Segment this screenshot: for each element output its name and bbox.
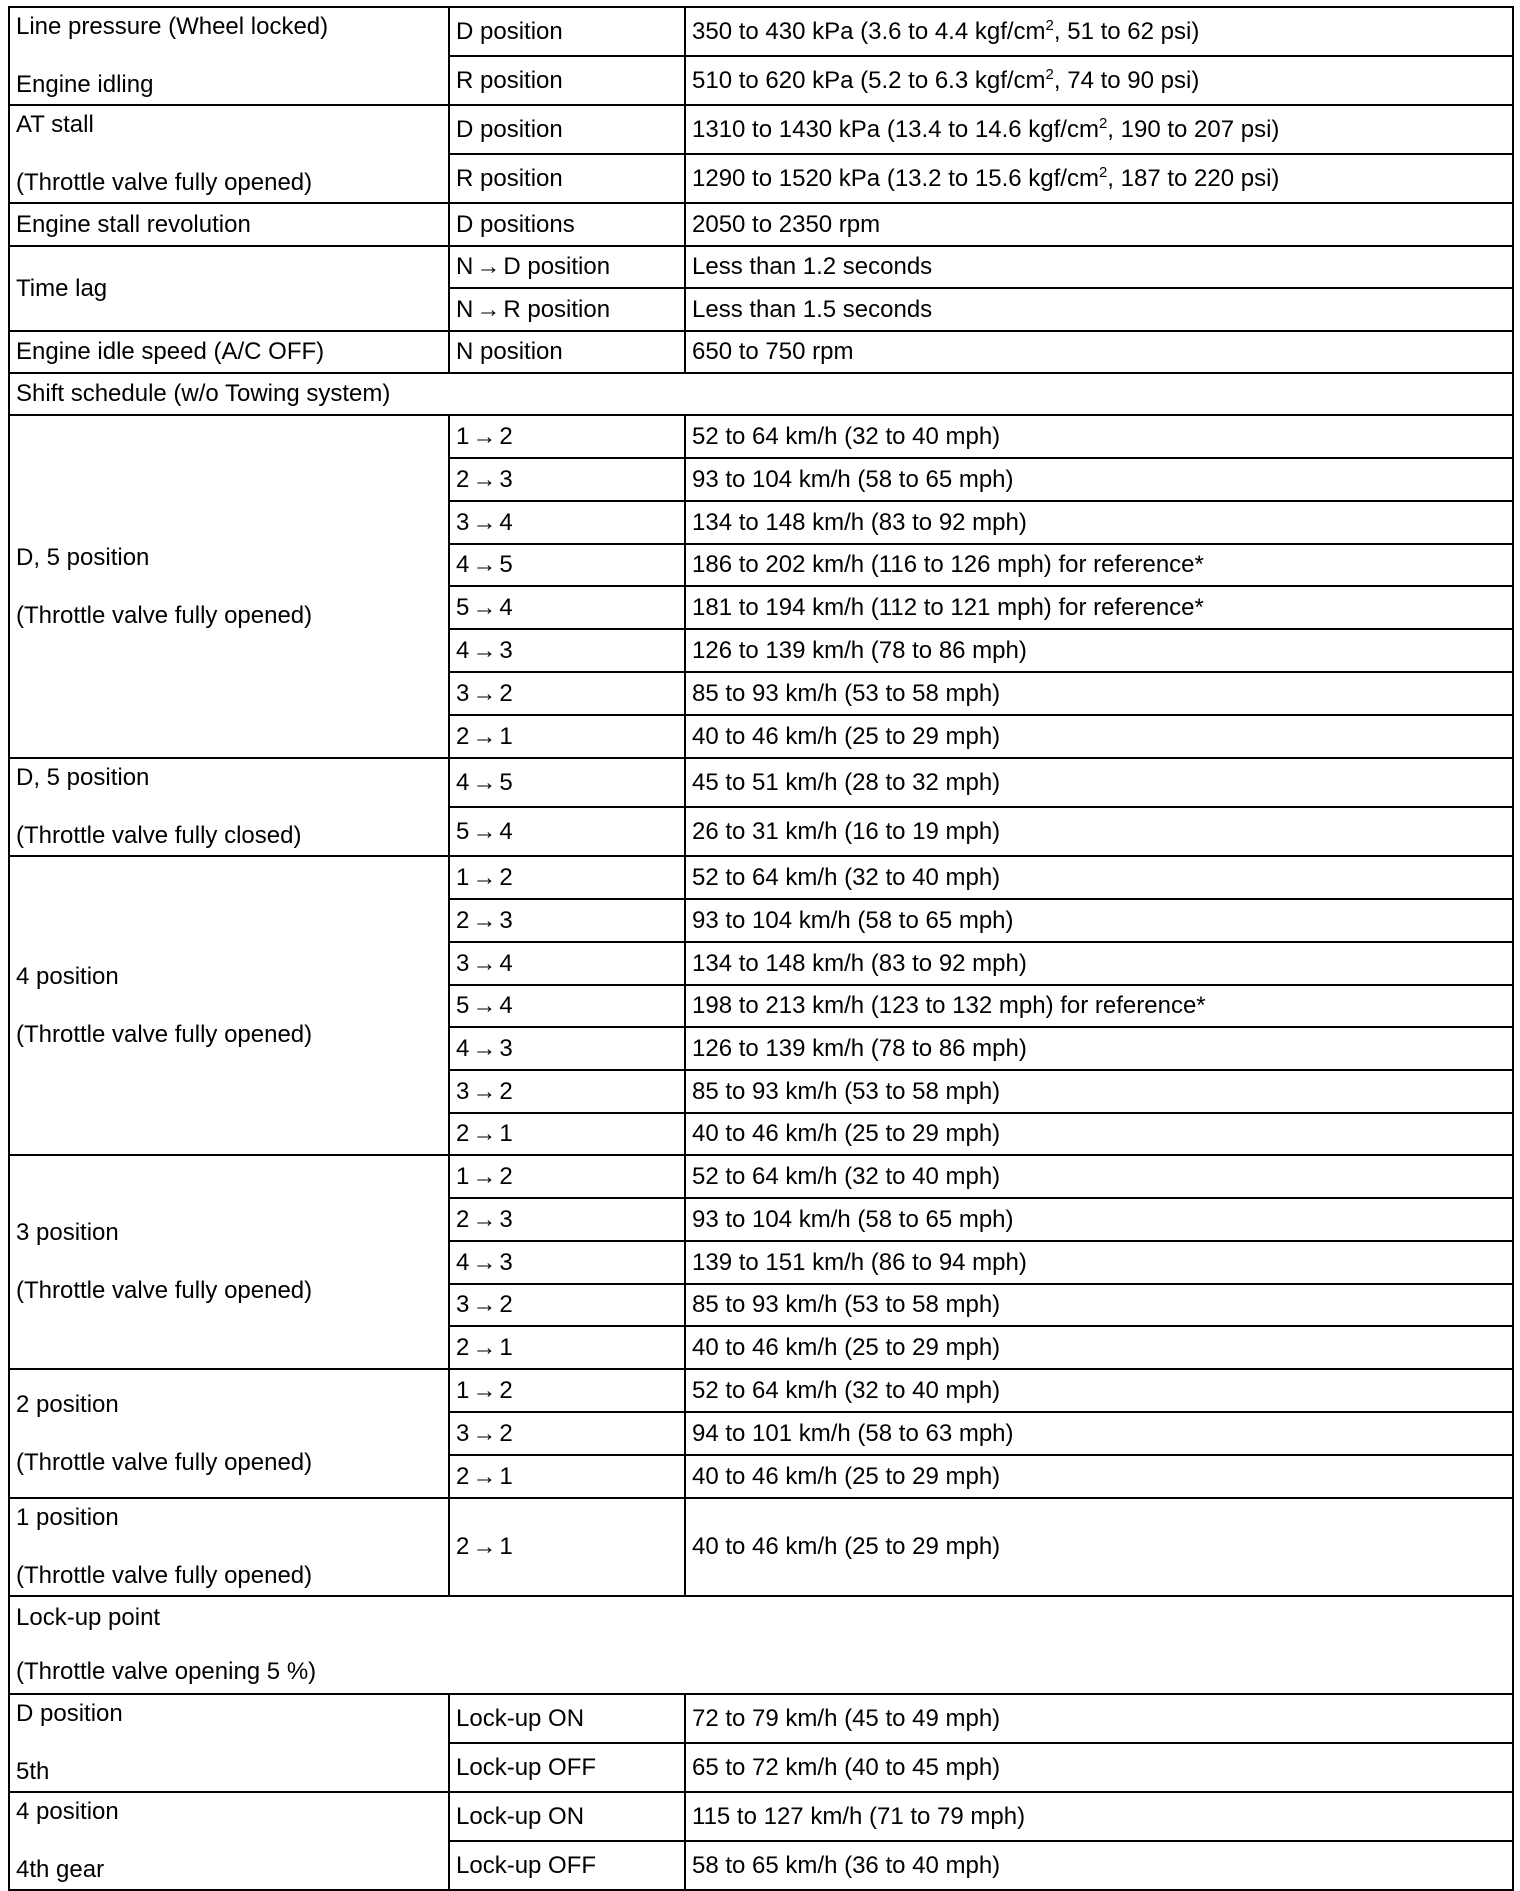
section-row [9, 373, 1513, 415]
condition-to: 2 [499, 1419, 513, 1447]
value-superscript: 2 [1045, 65, 1054, 83]
condition-from: 3 [456, 1291, 470, 1319]
condition-cell [449, 154, 685, 203]
value-cell [685, 1369, 1513, 1412]
condition-cell [449, 1155, 685, 1198]
value-cell [685, 1241, 1513, 1284]
condition-from: 5 [456, 593, 470, 621]
section-row [9, 1596, 1513, 1694]
condition-from: 2 [456, 465, 470, 493]
condition-to: 4 [499, 508, 513, 536]
value-cell [685, 288, 1513, 331]
condition-to: 2 [499, 863, 513, 891]
value-text: 93 to 104 km/h (58 to 65 mph) [692, 906, 1014, 934]
value-cell [685, 1743, 1513, 1792]
condition-text: D position [456, 17, 563, 45]
value-cell [685, 1841, 1513, 1890]
value-cell [685, 154, 1513, 203]
condition-cell [449, 899, 685, 942]
value-cell [685, 758, 1513, 807]
condition-from: 2 [456, 1205, 470, 1233]
item-label-line: AT stall [16, 111, 94, 139]
condition-cell [449, 1694, 685, 1743]
item-label [9, 856, 449, 1155]
condition-cell [449, 1498, 685, 1596]
right-arrow-icon: → [472, 636, 497, 664]
item-label [9, 758, 449, 856]
value-cell [685, 807, 1513, 856]
value-text: 115 to 127 km/h (71 to 79 mph) [692, 1802, 1026, 1830]
value-cell [685, 1326, 1513, 1369]
condition-to: 5 [499, 551, 513, 579]
condition-to: 3 [499, 1248, 513, 1276]
condition-from: 2 [456, 1333, 470, 1361]
right-arrow-icon: → [472, 1162, 497, 1190]
table-row [9, 1155, 1513, 1198]
condition-to: 3 [499, 465, 513, 493]
condition-cell [449, 758, 685, 807]
condition-cell [449, 331, 685, 373]
condition-text: R position [456, 164, 563, 192]
condition-from: 2 [456, 722, 470, 750]
item-label-line: 4 position [16, 962, 119, 990]
right-arrow-icon: → [472, 465, 497, 493]
section-heading-line: Lock-up point [16, 1604, 161, 1632]
condition-to: 5 [499, 768, 513, 796]
table-row [9, 246, 1513, 288]
item-label [9, 331, 449, 373]
value-text: 40 to 46 km/h (25 to 29 mph) [692, 722, 1001, 750]
table-row [9, 1694, 1513, 1743]
specification-table-body [9, 7, 1513, 1890]
condition-cell [449, 1455, 685, 1498]
condition-cell [449, 586, 685, 629]
right-arrow-icon: → [472, 768, 497, 796]
value-superscript: 2 [1098, 114, 1108, 132]
item-label-line: 4 position [16, 1798, 119, 1826]
condition-from: 2 [456, 906, 470, 934]
condition-to: 1 [499, 1462, 513, 1490]
value-text: 650 to 750 rpm [692, 338, 854, 366]
item-label-line: (Throttle valve fully opened) [16, 169, 313, 196]
table-row [9, 1498, 1513, 1596]
condition-cell [449, 629, 685, 672]
value-text: 52 to 64 km/h (32 to 40 mph) [692, 863, 1001, 891]
condition-to: 1 [499, 1533, 513, 1561]
condition-to: 4 [499, 593, 513, 621]
section-heading-line: Shift schedule (w/o Towing system) [16, 380, 391, 408]
condition-to: 2 [499, 1291, 513, 1319]
condition-to: 3 [499, 906, 513, 934]
condition-cell [449, 1412, 685, 1455]
condition-to: 1 [499, 722, 513, 750]
condition-to: 2 [499, 1162, 513, 1190]
condition-to: 3 [499, 1034, 513, 1062]
value-cell [685, 1284, 1513, 1326]
value-superscript: 2 [1045, 16, 1054, 34]
section-heading [9, 1596, 1513, 1694]
condition-from: 4 [456, 551, 470, 579]
value-cell [685, 544, 1513, 586]
condition-from: 4 [456, 768, 470, 796]
item-label-line: Line pressure (Wheel locked) [16, 13, 329, 41]
value-cell [685, 331, 1513, 373]
condition-cell [449, 1369, 685, 1412]
value-cell [685, 246, 1513, 288]
value-text: 52 to 64 km/h (32 to 40 mph) [692, 1376, 1001, 1404]
value-text-tail: , 51 to 62 psi) [1053, 17, 1200, 45]
table-row [9, 105, 1513, 154]
condition-cell [449, 1027, 685, 1070]
condition-cell [449, 1198, 685, 1241]
value-text: 93 to 104 km/h (58 to 65 mph) [692, 1205, 1014, 1233]
value-text: 186 to 202 km/h (116 to 126 mph) for reference* [692, 551, 1204, 579]
condition-to: 4 [499, 949, 513, 977]
item-label-line: D position [16, 1700, 123, 1728]
value-text: 134 to 148 km/h (83 to 92 mph) [692, 949, 1027, 977]
value-text: 40 to 46 km/h (25 to 29 mph) [692, 1333, 1001, 1361]
table-row [9, 1792, 1513, 1841]
condition-to: 4 [499, 992, 513, 1020]
condition-cell [449, 288, 685, 331]
value-text: 58 to 65 km/h (36 to 40 mph) [692, 1851, 1001, 1879]
item-label [9, 1694, 449, 1792]
value-cell [685, 105, 1513, 154]
item-label [9, 246, 449, 331]
value-cell [685, 942, 1513, 985]
condition-cell [449, 7, 685, 56]
value-text: Less than 1.5 seconds [692, 295, 933, 323]
value-text: 126 to 139 km/h (78 to 86 mph) [692, 636, 1027, 664]
value-cell [685, 715, 1513, 758]
value-text: 2050 to 2350 rpm [692, 210, 881, 238]
right-arrow-icon: → [472, 593, 497, 621]
condition-from: N [456, 253, 474, 281]
right-arrow-icon: → [472, 1034, 497, 1062]
value-cell [685, 458, 1513, 501]
item-label [9, 1792, 449, 1890]
condition-to: D position [503, 253, 611, 281]
value-text: 52 to 64 km/h (32 to 40 mph) [692, 422, 1001, 450]
condition-text: Lock-up OFF [456, 1851, 597, 1879]
table-row [9, 203, 1513, 246]
right-arrow-icon: → [476, 295, 501, 323]
value-text: 40 to 46 km/h (25 to 29 mph) [692, 1462, 1001, 1490]
value-text: 134 to 148 km/h (83 to 92 mph) [692, 508, 1027, 536]
right-arrow-icon: → [472, 551, 497, 579]
condition-to: 2 [499, 679, 513, 707]
condition-to: 3 [499, 1205, 513, 1233]
value-text: 85 to 93 km/h (53 to 58 mph) [692, 1077, 1001, 1105]
condition-to: 1 [499, 1333, 513, 1361]
condition-text: Lock-up ON [456, 1704, 585, 1732]
item-label-line: D, 5 position [16, 543, 150, 571]
condition-cell [449, 985, 685, 1027]
value-cell [685, 899, 1513, 942]
condition-cell [449, 672, 685, 715]
item-label-line: (Throttle valve fully opened) [16, 1020, 313, 1048]
value-cell [685, 415, 1513, 458]
value-text: 72 to 79 km/h (45 to 49 mph) [692, 1704, 1001, 1732]
value-cell [685, 629, 1513, 672]
condition-from: 4 [456, 636, 470, 664]
table-row [9, 331, 1513, 373]
condition-cell [449, 1113, 685, 1155]
condition-cell [449, 715, 685, 758]
value-text: Less than 1.2 seconds [692, 253, 933, 281]
condition-cell [449, 544, 685, 586]
condition-cell [449, 1743, 685, 1792]
value-text: 139 to 151 km/h (86 to 94 mph) [692, 1248, 1027, 1276]
condition-from: 1 [456, 863, 470, 891]
right-arrow-icon: → [472, 679, 497, 707]
condition-from: 3 [456, 1077, 470, 1105]
condition-from: 1 [456, 1162, 470, 1190]
item-label-line: 5th [16, 1758, 50, 1785]
condition-cell [449, 415, 685, 458]
right-arrow-icon: → [472, 1248, 497, 1276]
value-cell [685, 1113, 1513, 1155]
table-row [9, 856, 1513, 899]
table-row [9, 758, 1513, 807]
right-arrow-icon: → [476, 253, 501, 281]
condition-text: D positions [456, 210, 575, 238]
condition-text: D position [456, 115, 563, 143]
condition-cell [449, 1326, 685, 1369]
section-heading [9, 373, 1513, 415]
right-arrow-icon: → [472, 508, 497, 536]
condition-from: N [456, 295, 474, 323]
value-text: 65 to 72 km/h (40 to 45 mph) [692, 1753, 1001, 1781]
right-arrow-icon: → [472, 722, 497, 750]
condition-cell [449, 807, 685, 856]
item-label [9, 1369, 449, 1498]
condition-cell [449, 1241, 685, 1284]
value-text: 1310 to 1430 kPa (13.4 to 14.6 kgf/cm [692, 115, 1099, 143]
value-text: 94 to 101 km/h (58 to 63 mph) [692, 1419, 1014, 1447]
condition-from: 1 [456, 422, 470, 450]
item-label [9, 105, 449, 203]
condition-cell [449, 1841, 685, 1890]
right-arrow-icon: → [472, 1533, 497, 1561]
value-cell [685, 501, 1513, 544]
right-arrow-icon: → [472, 1077, 497, 1105]
table-row [9, 1369, 1513, 1412]
value-cell [685, 56, 1513, 105]
condition-cell [449, 1070, 685, 1113]
table-row [9, 7, 1513, 56]
value-text: 85 to 93 km/h (53 to 58 mph) [692, 1291, 1001, 1319]
item-label [9, 1498, 449, 1596]
condition-from: 5 [456, 817, 470, 845]
item-label-line: Engine stall revolution [16, 210, 251, 238]
item-label-line: (Throttle valve fully opened) [16, 1448, 313, 1476]
value-cell [685, 1455, 1513, 1498]
value-superscript: 2 [1098, 163, 1108, 181]
value-text: 198 to 213 km/h (123 to 132 mph) for reference* [692, 992, 1206, 1020]
condition-to: 2 [499, 1376, 513, 1404]
right-arrow-icon: → [472, 863, 497, 891]
value-text: 126 to 139 km/h (78 to 86 mph) [692, 1034, 1027, 1062]
value-cell [685, 985, 1513, 1027]
condition-cell [449, 1284, 685, 1326]
right-arrow-icon: → [472, 1376, 497, 1404]
value-cell [685, 203, 1513, 246]
value-text: 93 to 104 km/h (58 to 65 mph) [692, 465, 1014, 493]
condition-text: R position [456, 66, 563, 94]
right-arrow-icon: → [472, 817, 497, 845]
value-text: 181 to 194 km/h (112 to 121 mph) for reference* [692, 593, 1204, 621]
item-label-line: (Throttle valve fully opened) [16, 1562, 313, 1589]
value-text: 26 to 31 km/h (16 to 19 mph) [692, 817, 1001, 845]
value-text-tail: , 74 to 90 psi) [1053, 66, 1200, 94]
condition-from: 4 [456, 1034, 470, 1062]
right-arrow-icon: → [472, 906, 497, 934]
value-cell [685, 856, 1513, 899]
value-cell [685, 1198, 1513, 1241]
condition-to: 2 [499, 422, 513, 450]
condition-from: 2 [456, 1462, 470, 1490]
item-label-line: 2 position [16, 1390, 119, 1418]
condition-from: 3 [456, 1419, 470, 1447]
condition-to: 1 [499, 1120, 513, 1148]
value-text: 40 to 46 km/h (25 to 29 mph) [692, 1120, 1001, 1148]
condition-from: 5 [456, 992, 470, 1020]
value-text: 85 to 93 km/h (53 to 58 mph) [692, 679, 1001, 707]
condition-to: 2 [499, 1077, 513, 1105]
item-label-line: (Throttle valve fully opened) [16, 601, 313, 629]
section-heading-line: (Throttle valve opening 5 %) [16, 1658, 317, 1685]
value-text: 1290 to 1520 kPa (13.2 to 15.6 kgf/cm [692, 164, 1099, 192]
item-label [9, 415, 449, 758]
right-arrow-icon: → [472, 1333, 497, 1361]
value-text: 350 to 430 kPa (3.6 to 4.4 kgf/cm [692, 17, 1046, 45]
right-arrow-icon: → [472, 1205, 497, 1233]
right-arrow-icon: → [472, 422, 497, 450]
right-arrow-icon: → [472, 1462, 497, 1490]
item-label-line: 4th gear [16, 1856, 105, 1883]
value-cell [685, 1070, 1513, 1113]
condition-cell [449, 458, 685, 501]
value-cell [685, 1155, 1513, 1198]
condition-from: 3 [456, 949, 470, 977]
value-text: 52 to 64 km/h (32 to 40 mph) [692, 1162, 1001, 1190]
value-text-tail: , 190 to 207 psi) [1107, 115, 1280, 143]
value-cell [685, 586, 1513, 629]
item-label [9, 7, 449, 105]
condition-from: 2 [456, 1120, 470, 1148]
condition-text: Lock-up ON [456, 1802, 585, 1830]
item-label-line: Engine idle speed (A/C OFF) [16, 338, 325, 366]
value-cell [685, 672, 1513, 715]
item-label-line: 1 position [16, 1504, 119, 1532]
value-text: 40 to 46 km/h (25 to 29 mph) [692, 1533, 1001, 1561]
condition-cell [449, 501, 685, 544]
right-arrow-icon: → [472, 1419, 497, 1447]
item-label-line: Engine idling [16, 71, 154, 98]
condition-from: 3 [456, 679, 470, 707]
condition-cell [449, 1792, 685, 1841]
condition-cell [449, 105, 685, 154]
condition-to: R position [503, 295, 611, 323]
condition-from: 4 [456, 1248, 470, 1276]
condition-to: 4 [499, 817, 513, 845]
right-arrow-icon: → [472, 1120, 497, 1148]
condition-cell [449, 942, 685, 985]
condition-cell [449, 56, 685, 105]
value-cell [685, 1412, 1513, 1455]
specification-table [8, 6, 1514, 1891]
condition-from: 1 [456, 1376, 470, 1404]
value-text-tail: , 187 to 220 psi) [1107, 164, 1280, 192]
item-label [9, 1155, 449, 1369]
condition-cell [449, 203, 685, 246]
condition-to: 3 [499, 636, 513, 664]
item-label [9, 203, 449, 246]
right-arrow-icon: → [472, 1291, 497, 1319]
item-label-line: D, 5 position [16, 764, 150, 792]
value-text: 45 to 51 km/h (28 to 32 mph) [692, 768, 1001, 796]
item-label-line: (Throttle valve fully closed) [16, 822, 302, 849]
value-cell [685, 1694, 1513, 1743]
right-arrow-icon: → [472, 949, 497, 977]
value-text: 510 to 620 kPa (5.2 to 6.3 kgf/cm [692, 66, 1046, 94]
table-row [9, 415, 1513, 458]
item-label-line: 3 position [16, 1219, 119, 1247]
value-cell [685, 7, 1513, 56]
item-label-line: (Throttle valve fully opened) [16, 1277, 313, 1304]
value-cell [685, 1027, 1513, 1070]
condition-text: N position [456, 338, 563, 366]
condition-from: 2 [456, 1533, 470, 1561]
value-cell [685, 1498, 1513, 1596]
condition-from: 3 [456, 508, 470, 536]
condition-text: Lock-up OFF [456, 1753, 597, 1781]
condition-cell [449, 246, 685, 288]
item-label-line: Time lag [16, 274, 108, 302]
condition-cell [449, 856, 685, 899]
value-cell [685, 1792, 1513, 1841]
right-arrow-icon: → [472, 992, 497, 1020]
